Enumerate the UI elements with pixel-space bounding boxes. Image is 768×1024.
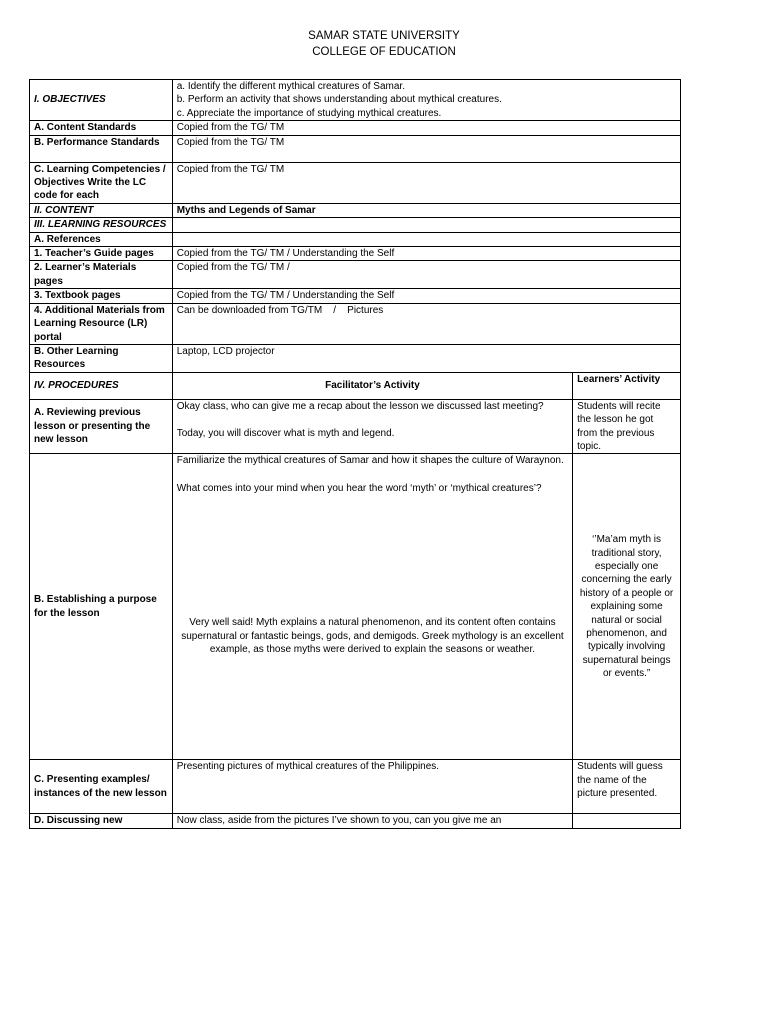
step-b-facilitator <box>172 454 572 760</box>
step-b-learners: ‘’Ma’am myth is traditional story, especially one concerning the early history of a people or explaining some natural or social phenomenon, and typically involving supernatural beings or events.” <box>573 454 681 760</box>
step-b-facilitator-text: What comes into your mind when you hear the word ‘myth’ or ‘mythical creatures’? <box>176 482 542 494</box>
step-b-facilitator-text: Familiarize the mythical creatures of Samar and how it shapes the culture of Waraynon. <box>176 455 564 467</box>
document-header <box>0 28 768 60</box>
college-name: COLLEGE OF EDUCATION <box>312 46 456 58</box>
learners-activity-header: Learners’ Activity <box>573 372 681 399</box>
objectives-list <box>172 80 680 121</box>
content-standards-row <box>30 121 681 135</box>
references-value <box>172 232 680 246</box>
references-row <box>30 232 681 246</box>
step-d-learners <box>573 814 681 828</box>
textbook-value: Copied from the TG/ TM / Understanding the Self <box>172 289 680 303</box>
objectives-label: I. OBJECTIVES <box>30 80 173 121</box>
university-name: SAMAR STATE UNIVERSITY <box>308 30 460 42</box>
resources-row <box>30 218 681 232</box>
competencies-row <box>30 162 681 203</box>
step-a-learners: Students will recite the lesson he got from the previous topic. <box>573 399 681 454</box>
step-d-row <box>30 814 681 828</box>
resources-label: III. LEARNING RESOURCES <box>30 218 173 232</box>
textbook-row <box>30 289 681 303</box>
step-d-label: D. Discussing new <box>30 814 173 828</box>
resources-value <box>172 218 680 232</box>
textbook-label: 3. Textbook pages <box>30 289 173 303</box>
performance-standards-row <box>30 135 681 162</box>
procedures-header-row <box>30 372 681 399</box>
performance-standards-value: Copied from the TG/ TM <box>172 135 680 162</box>
learners-materials-row <box>30 261 681 289</box>
competencies-value: Copied from the TG/ TM <box>172 162 680 203</box>
content-standards-label: A. Content Standards <box>30 121 173 135</box>
step-b-facilitator-text: Very well said! Myth explains a natural phenomenon, and its content often contains supernatural or fantastic beings, gods, and demigods. Greek mythology is an excellent example, as those myths were derived to explain the seasons or weather. <box>181 617 564 655</box>
content-standards-value: Copied from the TG/ TM <box>172 121 680 135</box>
step-c-row <box>30 760 681 814</box>
step-c-facilitator: Presenting pictures of mythical creatures of the Philippines. <box>172 760 572 814</box>
step-a-label: A. Reviewing previous lesson or presenting the new lesson <box>30 399 173 454</box>
lesson-plan-table <box>29 79 681 829</box>
objectives-row <box>30 80 681 121</box>
step-b-row <box>30 454 681 760</box>
step-a-facilitator <box>172 399 572 454</box>
other-resources-label: B. Other Learning Resources <box>30 344 173 372</box>
learners-materials-value: Copied from the TG/ TM / <box>172 261 680 289</box>
facilitator-activity-header: Facilitator’s Activity <box>172 372 572 399</box>
step-d-facilitator: Now class, aside from the pictures I’ve shown to you, can you give me an <box>172 814 572 828</box>
step-c-label: C. Presenting examples/ instances of the new lesson <box>30 760 173 814</box>
content-row <box>30 203 681 217</box>
additional-materials-row <box>30 303 681 344</box>
teachers-guide-label: 1. Teacher’s Guide pages <box>30 247 173 261</box>
teachers-guide-value: Copied from the TG/ TM / Understanding the Self <box>172 247 680 261</box>
objective-item: a. Identify the different mythical creatures of Samar. <box>176 81 405 92</box>
step-a-facilitator-text: Today, you will discover what is myth and legend. <box>176 428 395 440</box>
content-value: Myths and Legends of Samar <box>172 203 680 217</box>
references-label: A. References <box>30 232 173 246</box>
additional-materials-value: Can be downloaded from TG/TM / Pictures <box>172 303 680 344</box>
step-a-row <box>30 399 681 454</box>
teachers-guide-row <box>30 247 681 261</box>
step-c-learners: Students will guess the name of the picture presented. <box>573 760 681 814</box>
procedures-label: IV. PROCEDURES <box>30 372 173 399</box>
content-label: II. CONTENT <box>30 203 173 217</box>
other-resources-value: Laptop, LCD projector <box>172 344 680 372</box>
objective-item: c. Appreciate the importance of studying mythical creatures. <box>176 107 442 119</box>
step-b-label: B. Establishing a purpose for the lesson <box>30 454 173 760</box>
learners-materials-label: 2. Learner’s Materials pages <box>30 261 173 289</box>
competencies-label: C. Learning Competencies / Objectives Write the LC code for each <box>30 162 173 203</box>
objective-item: b. Perform an activity that shows understanding about mythical creatures. <box>176 94 502 106</box>
performance-standards-label: B. Performance Standards <box>30 135 173 162</box>
step-a-facilitator-text: Okay class, who can give me a recap about the lesson we discussed last meeting? <box>176 400 544 412</box>
additional-materials-label: 4. Additional Materials from Learning Resource (LR) portal <box>30 303 173 344</box>
other-resources-row <box>30 344 681 372</box>
